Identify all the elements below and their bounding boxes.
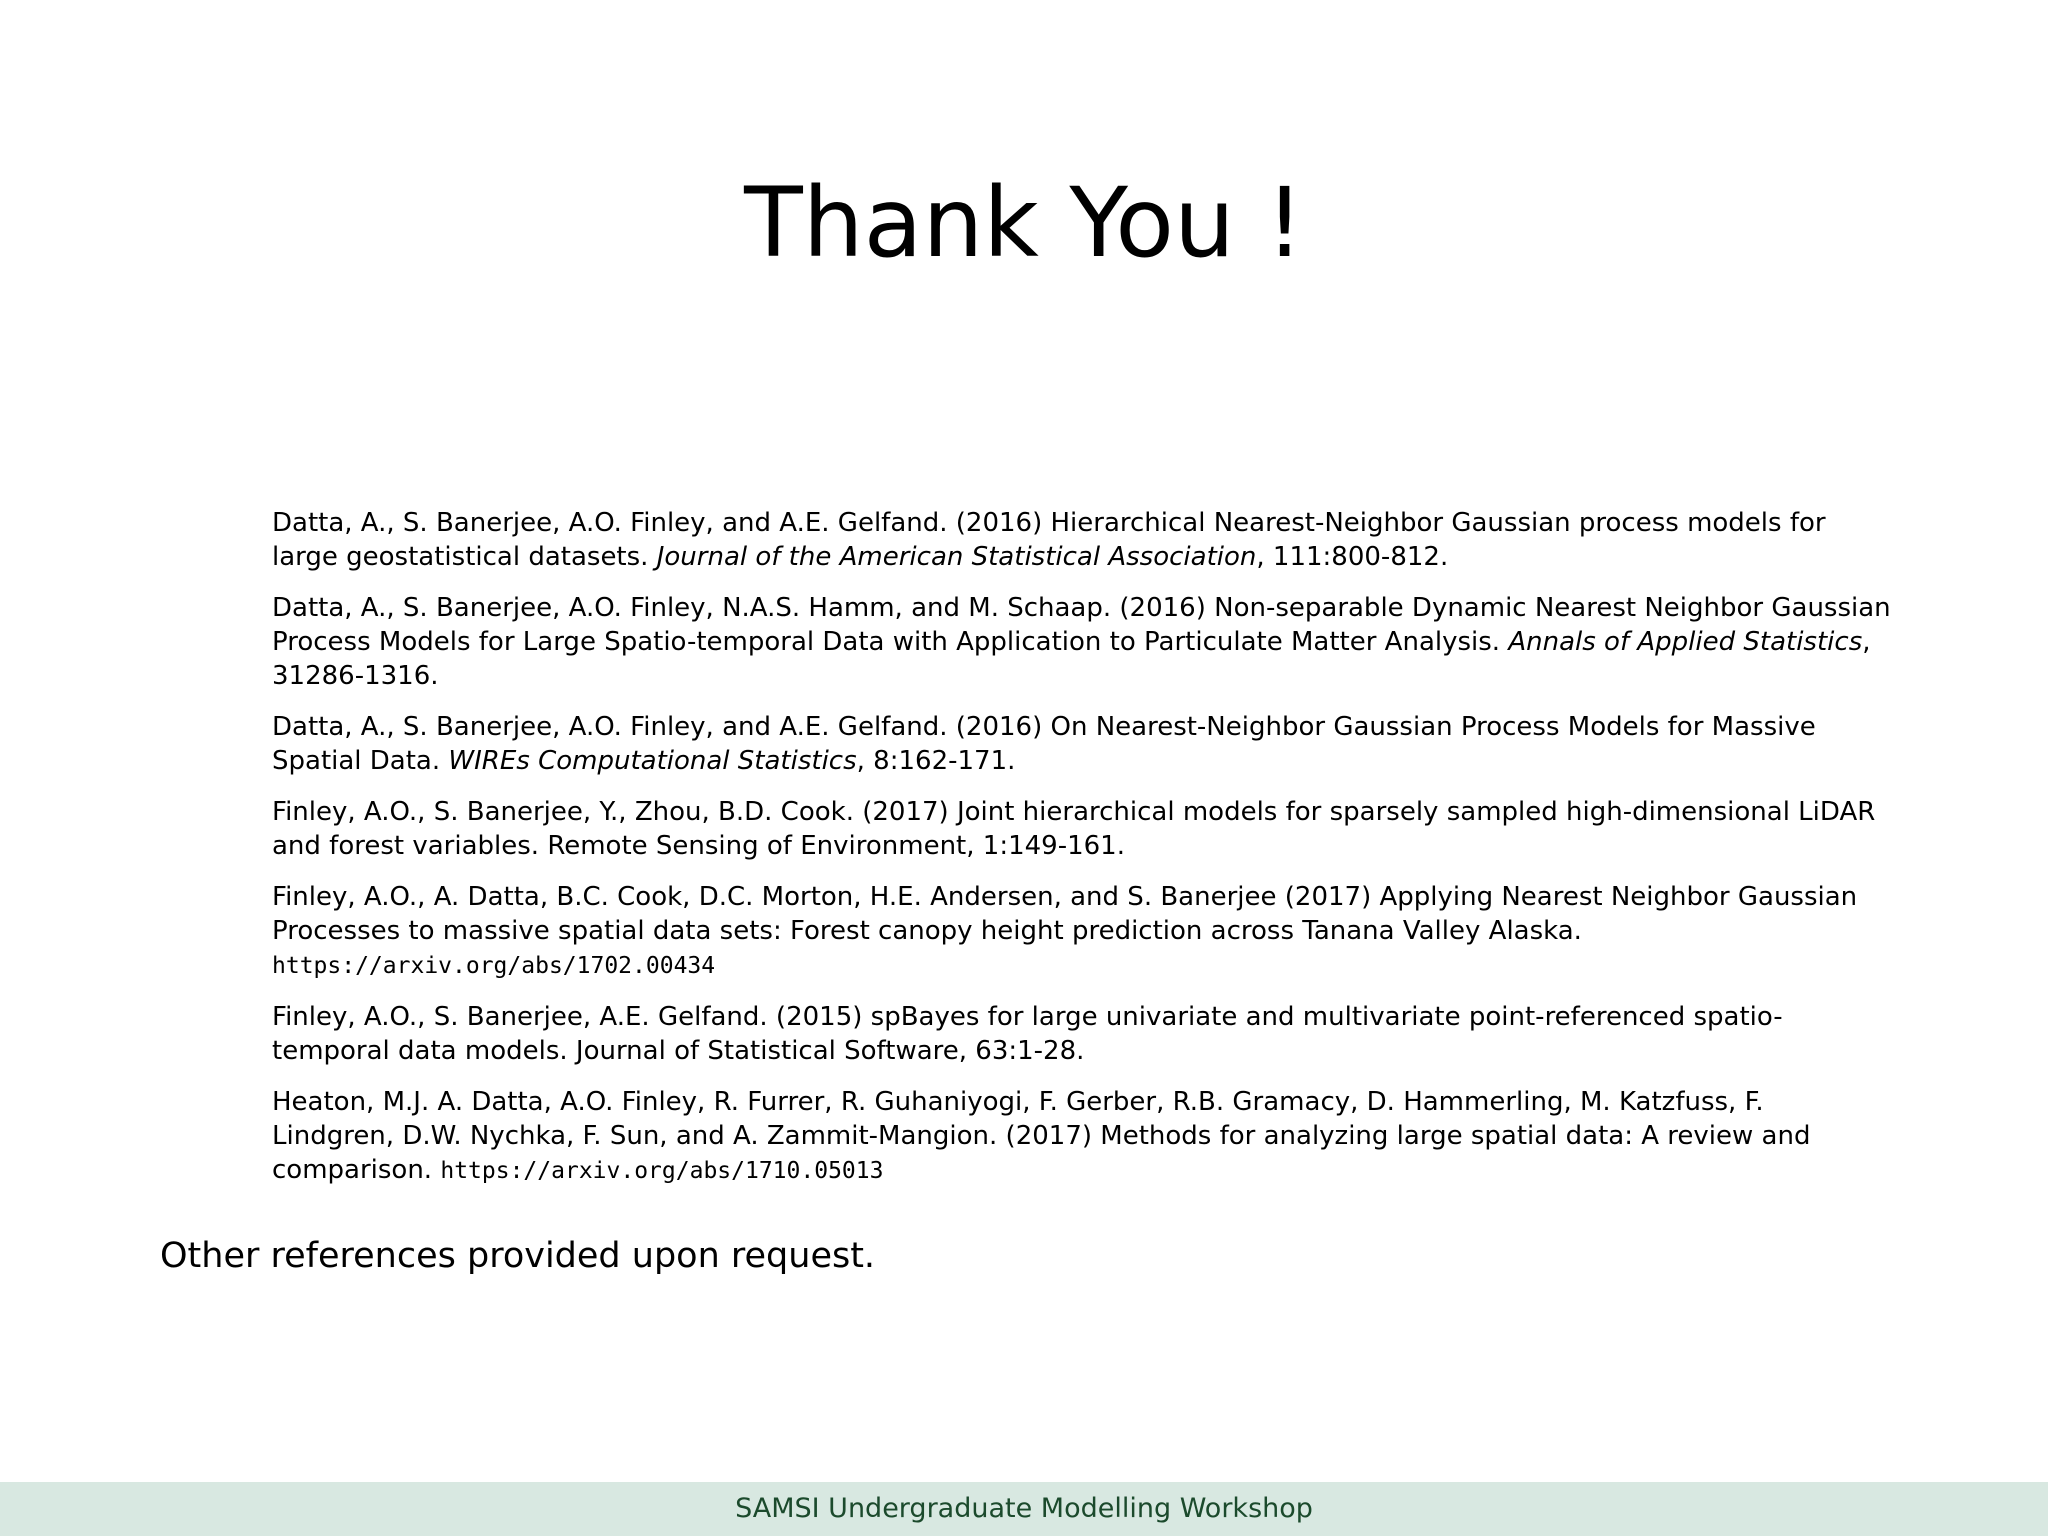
footer-bar <box>0 1482 2048 1536</box>
reference-url-link[interactable]: https://arxiv.org/abs/1710.05013 <box>440 1158 884 1184</box>
reference-text: Datta, A., S. Banerjee, A.O. Finley, and A.E. Gelfand. (2016) On Nearest-Neighbor Gaussian Process Models for Massive Spatial Data. <box>272 712 1816 776</box>
reference-text: Finley, A.O., A. Datta, B.C. Cook, D.C. Morton, H.E. Andersen, and S. Banerjee (2017) Applying Nearest Neighbor Gaussian Processes to massive spatial data sets: Forest canopy height prediction across Tanana Valley Alaska. <box>272 882 1858 946</box>
reference-entry <box>272 1085 1892 1188</box>
reference-venue: WIREs Computational Statistics <box>448 746 857 776</box>
reference-url-link[interactable]: https://arxiv.org/abs/1702.00434 <box>272 953 716 979</box>
reference-tail: , 31286-1316. <box>272 627 1871 691</box>
reference-list <box>272 506 1892 1205</box>
reference-venue: Journal of the American Statistical Association <box>656 542 1257 572</box>
reference-entry <box>272 880 1892 983</box>
reference-text: Datta, A., S. Banerjee, A.O. Finley, N.A.S. Hamm, and M. Schaap. (2016) Non-separable Dynamic Nearest Neighbor Gaussian Process Models for Large Spatio-temporal Data with Application to Particulate Matter Analysis. <box>272 593 1891 657</box>
reference-tail: , 111:800-812. <box>1256 542 1449 572</box>
slide-title: Thank You ! <box>744 167 1304 279</box>
footer-title: SAMSI Undergraduate Modelling Workshop <box>735 1493 1313 1524</box>
reference-entry <box>272 795 1892 863</box>
reference-text: Datta, A., S. Banerjee, A.O. Finley, and A.E. Gelfand. (2016) Hierarchical Nearest-Neighbor Gaussian process models for large geostatistical datasets. <box>272 508 1826 572</box>
reference-entry <box>272 591 1892 693</box>
reference-entry <box>272 710 1892 778</box>
reference-tail: , 8:162-171. <box>856 746 1016 776</box>
reference-text: Heaton, M.J. A. Datta, A.O. Finley, R. Furrer, R. Guhaniyogi, F. Gerber, R.B. Gramacy, D. Hammerling, M. Katzfuss, F. Lindgren, D.W. Nychka, F. Sun, and A. Zammit-Mangion. (2017) Methods for analyzing large spatial data: A review and comparison. <box>272 1087 1811 1185</box>
reference-entry <box>272 1000 1892 1068</box>
reference-venue: Annals of Applied Statistics <box>1508 627 1863 657</box>
reference-text: Finley, A.O., S. Banerjee, A.E. Gelfand. (2015) spBayes for large univariate and multivariate point-referenced spatio-temporal data models. Journal of Statistical Software, 63:1-28. <box>272 1002 1783 1066</box>
closing-note: Other references provided upon request. <box>160 1236 876 1276</box>
reference-text: Finley, A.O., S. Banerjee, Y., Zhou, B.D. Cook. (2017) Joint hierarchical models for sparsely sampled high-dimensional LiDAR and forest variables. Remote Sensing of Environment, 1:149-161. <box>272 797 1876 861</box>
reference-entry <box>272 506 1892 574</box>
